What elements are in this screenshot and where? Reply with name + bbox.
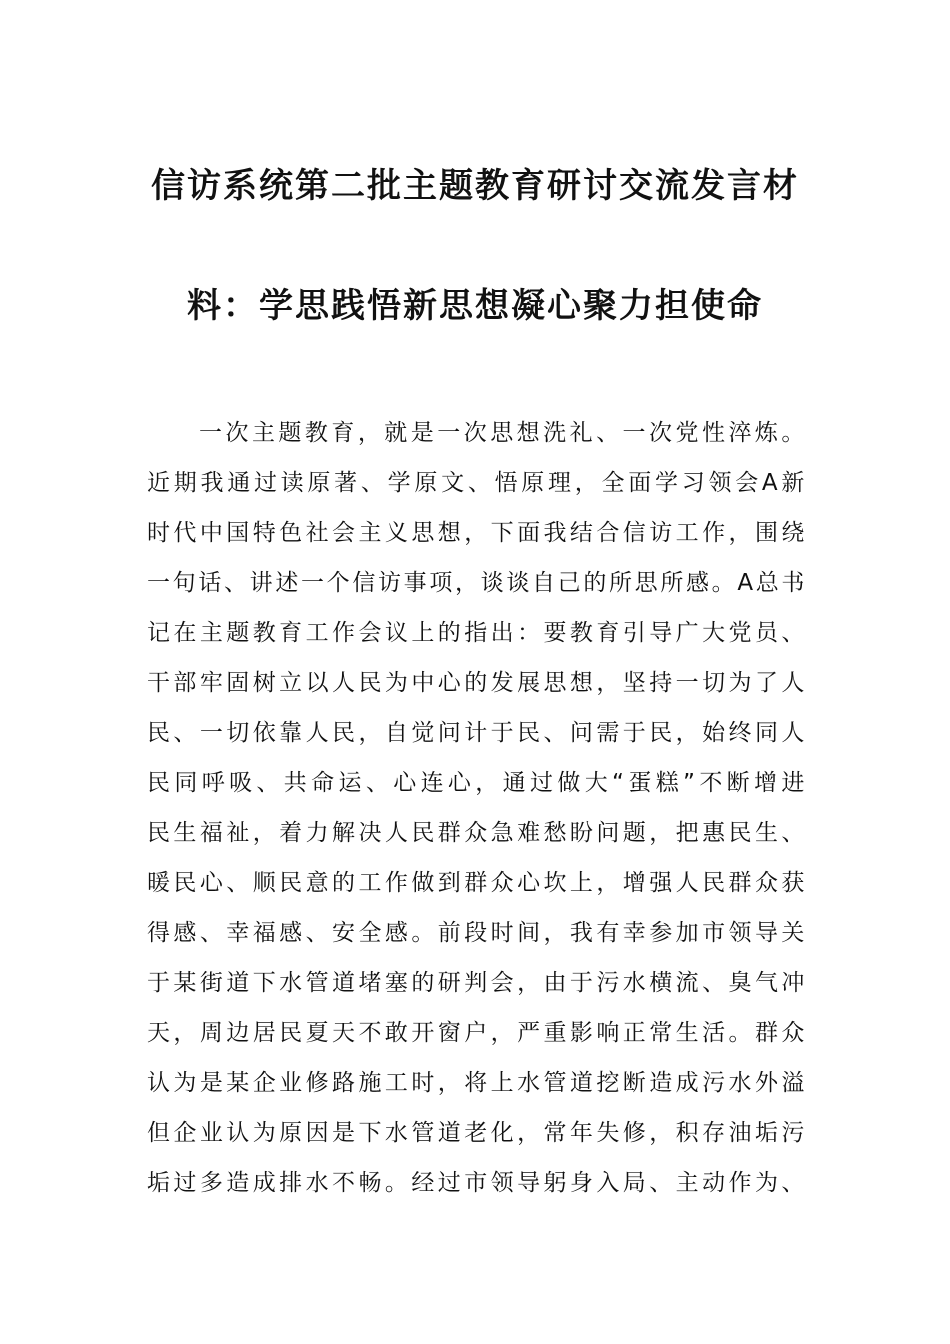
document-title-line-1: 信访系统第二批主题教育研讨交流发言材 [151, 166, 799, 206]
body-paragraph-line: 于某街道下水管道堵塞的研判会，由于污水横流、臭气冲 [147, 970, 807, 996]
body-paragraph-line: 认为是某企业修路施工时，将上水管道挖断造成污水外溢 [147, 1070, 807, 1096]
body-paragraph-line: 垢过多造成排水不畅。经过市领导躬身入局、主动作为、 [147, 1170, 807, 1196]
body-paragraph-line: 但企业认为原因是下水管道老化，常年失修，积存油垢污 [147, 1120, 807, 1146]
body-paragraph-line: 天，周边居民夏天不敢开窗户，严重影响正常生活。群众 [147, 1020, 807, 1046]
document-title-line-2: 料：学思践悟新思想凝心聚力担使命 [187, 286, 763, 326]
body-paragraph-line: 近期我通过读原著、学原文、悟原理，全面学习领会A新 [147, 470, 807, 496]
body-paragraph-line: 民同呼吸、共命运、心连心，通过做大“蛋糕”不断增进 [147, 770, 807, 796]
body-paragraph-line: 民生福祉，着力解决人民群众急难愁盼问题，把惠民生、 [147, 820, 807, 846]
body-paragraph-line: 记在主题教育工作会议上的指出：要教育引导广大党员、 [147, 620, 807, 646]
body-paragraph-line: 暖民心、顺民意的工作做到群众心坎上，增强人民群众获 [147, 870, 807, 896]
body-paragraph-line: 一次主题教育，就是一次思想洗礼、一次党性淬炼。 [199, 420, 807, 446]
body-paragraph-line: 民、一切依靠人民，自觉问计于民、问需于民，始终同人 [147, 720, 807, 746]
body-paragraph-line: 得感、幸福感、安全感。前段时间，我有幸参加市领导关 [147, 920, 807, 946]
body-paragraph-line: 时代中国特色社会主义思想，下面我结合信访工作，围绕 [147, 520, 807, 546]
body-paragraph-line: 一句话、讲述一个信访事项，谈谈自己的所思所感。A总书 [147, 570, 807, 596]
body-paragraph-line: 干部牢固树立以人民为中心的发展思想，坚持一切为了人 [147, 670, 807, 696]
